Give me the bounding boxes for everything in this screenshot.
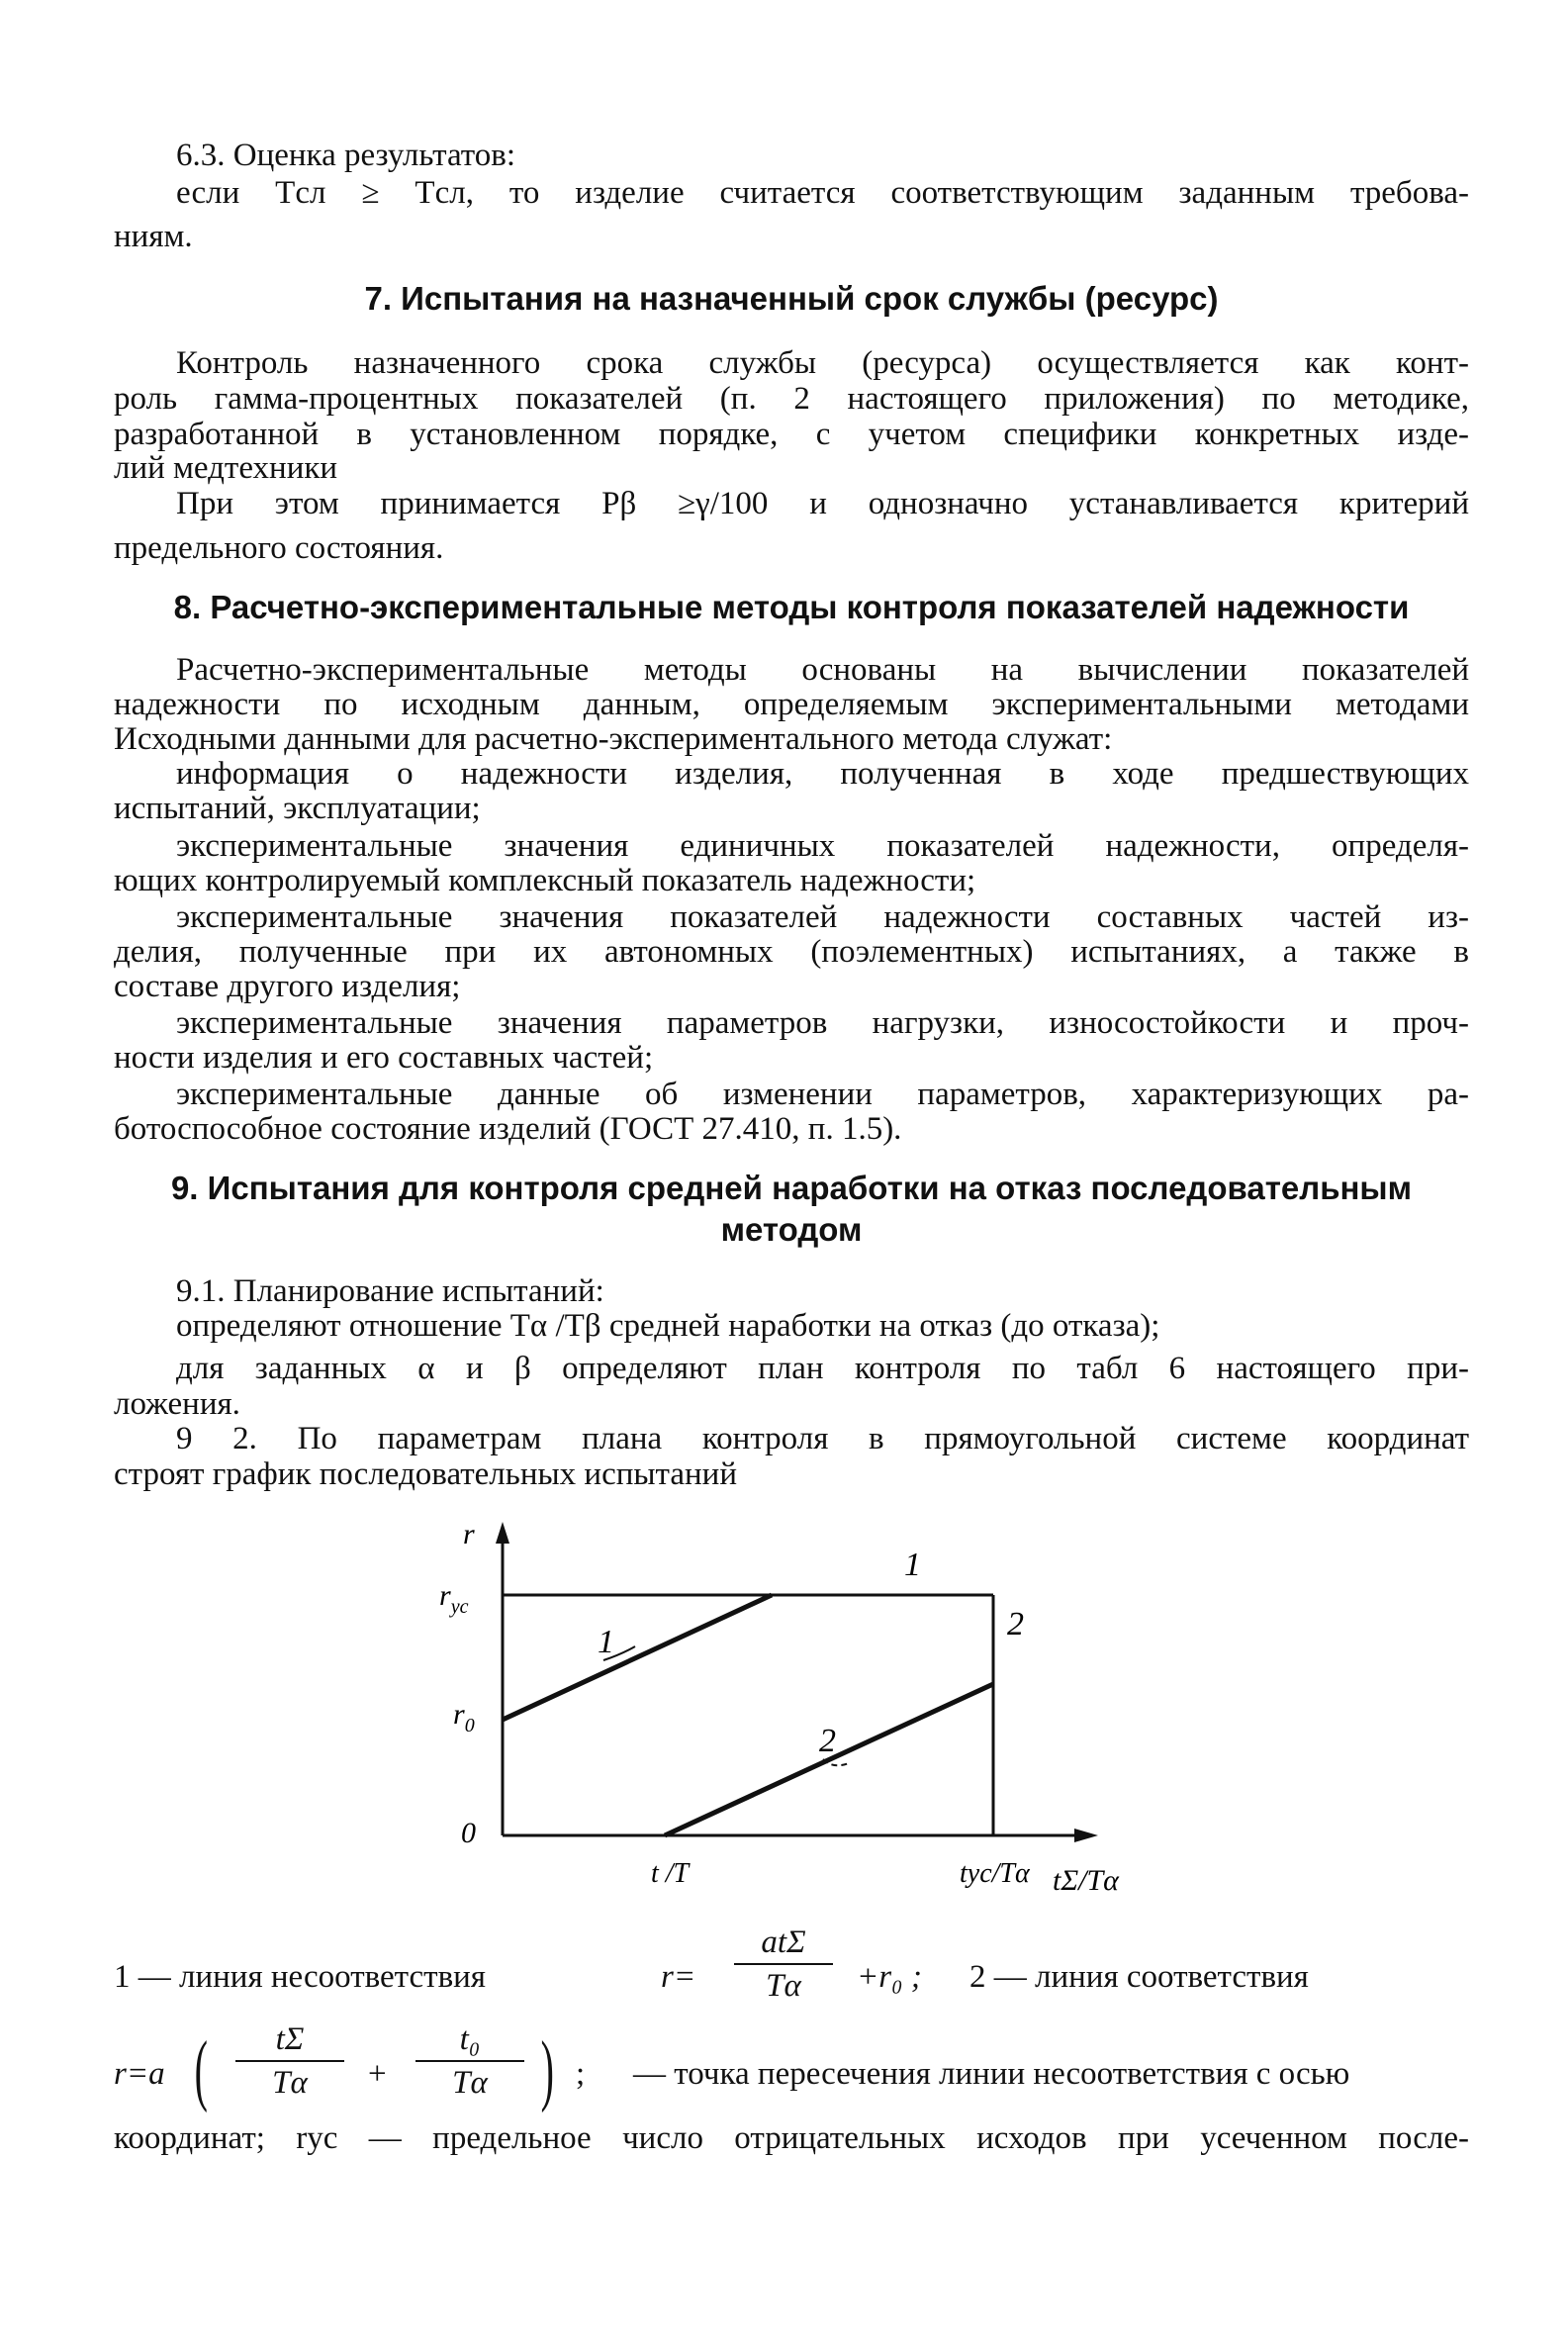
conformity-line: [665, 1684, 993, 1835]
section-8-line: экспериментальные значения единичных показателей надежности, определя-: [176, 828, 1469, 864]
formula-2-fraction-2: [415, 2020, 524, 2102]
section-9-line: строят график последовательных испытаний: [114, 1456, 737, 1492]
formula-2-tail: ;: [576, 2056, 586, 2092]
section-9-line: 9 2. По параметрам плана контроля в прямоугольной системе координат: [176, 1421, 1469, 1456]
callout-2-right-label: 2: [1007, 1606, 1024, 1642]
fraction-bar: [415, 2060, 524, 2062]
section-8-line: составе другого изделия;: [114, 969, 461, 1004]
section-9-line: для заданных α и β определяют план контроля по табл 6 настоящего при-: [176, 1351, 1469, 1386]
legend-item-2-label: 2 — линия соответствия: [969, 1959, 1309, 1995]
section-8-line: экспериментальные данные об изменении параметров, характеризующих ра-: [176, 1077, 1469, 1112]
section-8-line: информация о надежности изделия, полученная в ходе предшествующих: [176, 756, 1469, 792]
section-6-3-heading: 6.3. Оценка результатов:: [176, 138, 516, 173]
formula-2-plus: +: [368, 2056, 387, 2092]
callout-1-top-label: 1: [904, 1547, 921, 1583]
section-9-line: ложения.: [114, 1386, 240, 1422]
section-6-3-line1: если Tсл ≥ Tсл, то изделие считается соответствующим заданным требова-: [176, 175, 1469, 211]
section-8-line: испытаний, эксплуатации;: [114, 791, 481, 826]
fraction-bar: [235, 2060, 344, 2062]
section-7-line: предельного состояния.: [114, 530, 444, 566]
formula-1-fraction: [734, 1924, 833, 2005]
x-tick-label-tyc: tус/Tα: [960, 1858, 1030, 1889]
formula-2-lhs: r=a: [114, 2056, 165, 2092]
nonconformity-line: [503, 1595, 772, 1720]
y-tick-label-r0: $r_0$: [453, 1698, 475, 1736]
section-7-line: роль гамма-процентных показателей (п. 2 настоящего приложения) по методике,: [114, 381, 1469, 417]
sequential-test-diagram: [425, 1514, 1177, 1929]
formula-1-numerator: atΣ: [761, 1924, 806, 1960]
section-9-line: 9.1. Планирование испытаний:: [176, 1273, 604, 1309]
section-8-line: экспериментальные значения параметров нагрузки, износостойкости и проч-: [176, 1005, 1469, 1041]
formula-2-denominator-1: Tα: [272, 2065, 308, 2101]
legend-note-1: — точка пересечения линии несоответствия с осью: [633, 2056, 1350, 2092]
formula-1-lhs: r=: [661, 1959, 696, 1995]
section-8-line: ности изделия и его составных частей;: [114, 1040, 654, 1076]
section-9-title-line1: 9. Испытания для контроля средней наработки на отказ последовательным: [170, 1170, 1413, 1206]
legend-item-1-label: 1 — линия несоответствия: [114, 1959, 486, 1995]
callout-1-line-label: 1: [598, 1624, 614, 1660]
x-axis-label: tΣ/Tα: [1053, 1864, 1119, 1897]
section-8-line: Исходными данными для расчетно-экспериментального метода служат:: [114, 721, 1113, 757]
section-8-line: ботоспособное состояние изделий (ГОСТ 27.410, п. 1.5).: [114, 1111, 902, 1147]
section-8-line: надежности по исходным данным, определяемым экспериментальными методами: [114, 687, 1469, 722]
section-8-line: Расчетно-экспериментальные методы основаны на вычислении показателей: [176, 652, 1469, 688]
x-tick-label-t0: t /T: [651, 1858, 690, 1889]
origin-label: 0: [461, 1817, 476, 1849]
section-8-line: делия, полученные при их автономных (поэлементных) испытаниях, а также в: [114, 934, 1469, 970]
section-7-line: лий медтехники: [114, 450, 338, 486]
section-8-title: 8. Расчетно-экспериментальные методы контроля показателей надежности: [173, 589, 1410, 625]
section-7-title: 7. Испытания на назначенный срок службы (ресурс): [364, 280, 1219, 317]
y-axis-arrow: [496, 1522, 509, 1544]
y-axis-label: r: [463, 1518, 475, 1550]
formula-2-numerator-1: tΣ: [275, 2021, 305, 2057]
legend-note-2: координат; rус — предельное число отрицательных исходов при усеченном после-: [114, 2120, 1469, 2156]
y-tick-label-ryc: $r_{ус}$: [439, 1579, 469, 1618]
formula-1-rest: +r₀ ;: [857, 1959, 922, 1995]
section-6-3-line2: ниям.: [114, 219, 193, 254]
right-paren: ): [540, 2026, 554, 2113]
callout-2-line-label: 2: [819, 1723, 836, 1759]
left-paren: (: [194, 2026, 208, 2113]
section-7-line: Контроль назначенного срока службы (ресурса) осуществляется как конт-: [176, 345, 1469, 381]
section-7-line: разработанной в установленном порядке, с учетом специфики конкретных изде-: [114, 417, 1469, 452]
formula-2-denominator-2: Tα: [452, 2065, 488, 2101]
section-9-line: определяют отношение Tα /Tβ средней наработки на отказ (до отказа);: [176, 1308, 1160, 1344]
section-7-line: При этом принимается Pβ ≥γ/100 и однозначно устанавливается критерий: [176, 486, 1469, 521]
x-axis-arrow: [1074, 1829, 1098, 1842]
formula-1-denominator: Tα: [766, 1968, 801, 2004]
formula-2-fraction-1: [235, 2020, 344, 2102]
section-9-title-line2: методом: [720, 1211, 863, 1248]
fraction-bar: [734, 1963, 833, 1965]
section-8-line: ющих контролируемый комплексный показатель надежности;: [114, 863, 976, 898]
formula-2-numerator-2: t₀: [459, 2021, 481, 2057]
section-8-line: экспериментальные значения показателей надежности составных частей из-: [176, 899, 1469, 935]
